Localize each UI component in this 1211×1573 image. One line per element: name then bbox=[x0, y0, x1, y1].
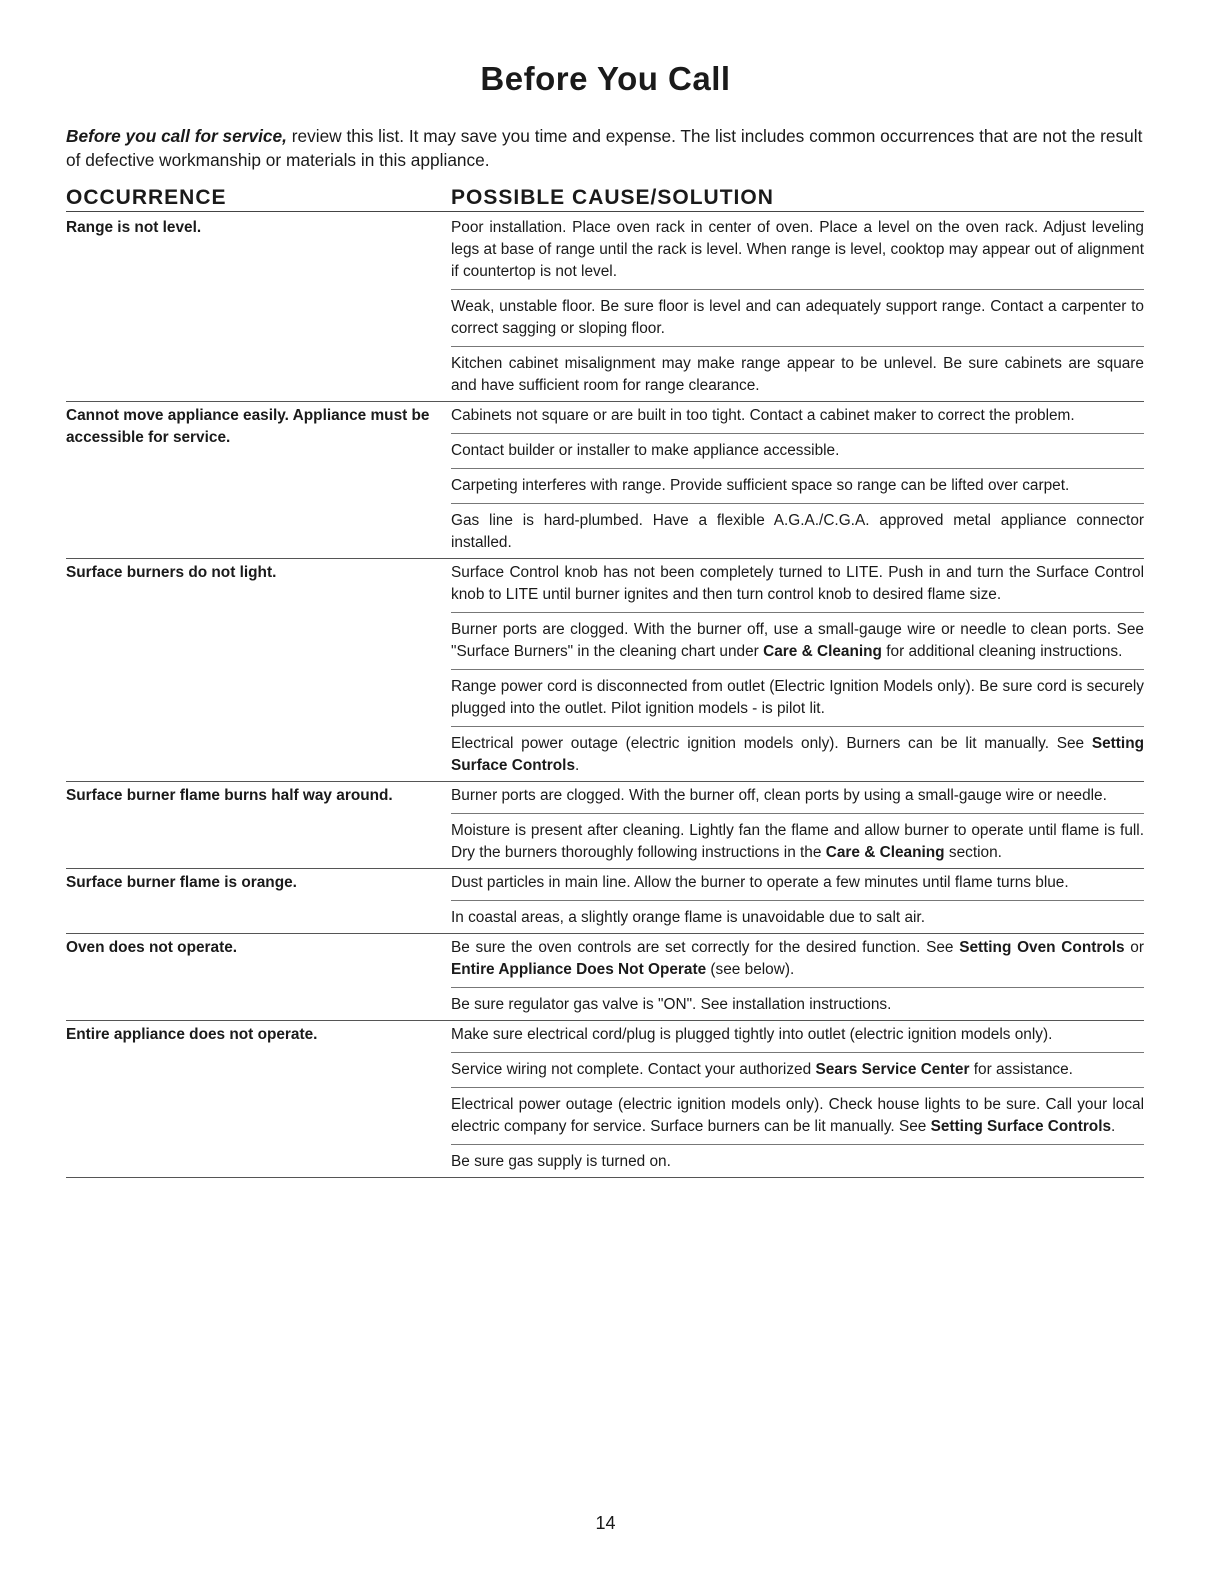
solution-item bbox=[451, 937, 1144, 987]
solution-text: Carpeting interferes with range. Provide sufficient space so range can be lifted over carpet. bbox=[451, 477, 1070, 494]
solution-reference: Sears Service Center bbox=[815, 1061, 970, 1078]
solution-reference: Setting Oven Controls bbox=[959, 939, 1125, 956]
solution-reference: Entire Appliance Does Not Operate bbox=[451, 961, 707, 978]
solution-text: Make sure electrical cord/plug is plugged tightly into outlet (electric ignition models only). bbox=[451, 1026, 1053, 1043]
occurrence-cell: Cannot move appliance easily. Appliance must be accessible for service. bbox=[66, 407, 430, 446]
solution-item bbox=[451, 669, 1144, 726]
solution-text: Burner ports are clogged. With the burner off, clean ports by using a small-gauge wire or needle. bbox=[451, 787, 1107, 804]
solutions-cell bbox=[451, 562, 1144, 779]
solution-reference: Setting Surface Controls bbox=[930, 1118, 1112, 1135]
solution-text: In coastal areas, a slightly orange flame is unavoidable due to salt air. bbox=[451, 909, 925, 926]
solution-text: Be sure gas supply is turned on. bbox=[451, 1153, 671, 1170]
solution-item bbox=[451, 987, 1144, 1018]
solution-text: Weak, unstable floor. Be sure floor is level and can adequately support range. Contact a carpenter to correct sagging or sloping floor. bbox=[451, 298, 1144, 337]
solution-text: Moisture is present after cleaning. Lightly fan the flame and allow burner to operate until flame is full. Dry the burners thoroughly following instructions in the bbox=[451, 822, 1144, 861]
solution-text: or bbox=[1124, 939, 1144, 956]
solution-item bbox=[451, 562, 1144, 612]
intro-text: review this list. It may save you time and expense. The list includes common occurrences that are not the result of defective workmanship or materials in this appliance. bbox=[66, 126, 1143, 170]
solution-text: Contact builder or installer to make appliance accessible. bbox=[451, 442, 840, 459]
intro-lead: Before you call for service, bbox=[66, 126, 287, 146]
solution-text: . bbox=[575, 757, 580, 774]
table-row bbox=[66, 214, 1144, 402]
solution-item bbox=[451, 726, 1144, 779]
solution-item bbox=[451, 612, 1144, 669]
solution-text: Burner ports are clogged. With the burner off, use a small-gauge wire or needle to clean ports. See "Surface Burners" in the cleaning chart under bbox=[451, 621, 1144, 660]
solution-text: Service wiring not complete. Contact your authorized bbox=[451, 1061, 816, 1078]
solution-item bbox=[451, 433, 1144, 468]
table-row bbox=[66, 402, 1144, 559]
solution-item bbox=[451, 872, 1144, 900]
table-row bbox=[66, 1021, 1144, 1178]
solution-text: section. bbox=[944, 844, 1002, 861]
solutions-cell bbox=[451, 785, 1144, 866]
solution-item bbox=[451, 813, 1144, 866]
solution-text: for assistance. bbox=[969, 1061, 1073, 1078]
solution-column-header: POSSIBLE CAUSE/SOLUTION bbox=[451, 186, 774, 209]
solution-text: Kitchen cabinet misalignment may make range appear to be unlevel. Be sure cabinets are square and have sufficient room for range clearance. bbox=[451, 355, 1144, 394]
solution-text: Surface Control knob has not been completely turned to LITE. Push in and turn the Surface Control knob to LITE until burner ignites and then turn control knob to desired flame size. bbox=[451, 564, 1144, 603]
solutions-cell bbox=[451, 217, 1144, 399]
solutions-cell bbox=[451, 937, 1144, 1018]
troubleshooting-table bbox=[66, 214, 1144, 1178]
intro-paragraph bbox=[66, 124, 1146, 172]
solution-text: Poor installation. Place oven rack in center of oven. Place a level on the oven rack. Adjust leveling legs at base of range until the rack is level. When range is level, cooktop may appear out of alignment if countertop is not level. bbox=[451, 219, 1144, 280]
solution-item bbox=[451, 468, 1144, 503]
solution-item bbox=[451, 503, 1144, 556]
occurrence-cell: Surface burner flame burns half way around. bbox=[66, 787, 393, 804]
solutions-cell bbox=[451, 872, 1144, 931]
table-row bbox=[66, 934, 1144, 1021]
solution-text: Dust particles in main line. Allow the burner to operate a few minutes until flame turns blue. bbox=[451, 874, 1069, 891]
solution-text: Electrical power outage (electric ignition models only). Burners can be lit manually. See bbox=[451, 735, 1092, 752]
occurrence-cell: Entire appliance does not operate. bbox=[66, 1026, 318, 1043]
solution-item bbox=[451, 900, 1144, 931]
solution-item bbox=[451, 1144, 1144, 1175]
occurrence-cell: Range is not level. bbox=[66, 219, 202, 236]
page-title: Before You Call bbox=[480, 60, 731, 97]
solution-text: Gas line is hard-plumbed. Have a flexible A.G.A./C.G.A. approved metal appliance connector installed. bbox=[451, 512, 1144, 551]
solution-text: Range power cord is disconnected from outlet (Electric Ignition Models only). Be sure cord is securely plugged into the outlet. Pilot ignition models - is pilot lit. bbox=[451, 678, 1144, 717]
solution-item bbox=[451, 1087, 1144, 1144]
solution-item bbox=[451, 289, 1144, 346]
header-divider bbox=[66, 211, 1144, 212]
solution-reference: Care & Cleaning bbox=[825, 844, 945, 861]
solution-text: Cabinets not square or are built in too tight. Contact a cabinet maker to correct the problem. bbox=[451, 407, 1075, 424]
solution-text: . bbox=[1111, 1118, 1116, 1135]
solution-reference: Setting Surface Controls bbox=[451, 735, 1144, 774]
solutions-cell bbox=[451, 1024, 1144, 1175]
solution-text: Be sure the oven controls are set correctly for the desired function. See bbox=[451, 939, 960, 956]
occurrence-cell: Surface burners do not light. bbox=[66, 564, 277, 581]
page-number: 14 bbox=[595, 1513, 616, 1533]
table-row bbox=[66, 782, 1144, 869]
solution-item bbox=[451, 1024, 1144, 1052]
solution-item bbox=[451, 346, 1144, 399]
solution-text: Electrical power outage (electric ignition models only). Check house lights to be sure. Call your local electric company for service. Surface burners can be lit manually. See bbox=[451, 1096, 1144, 1135]
solution-item bbox=[451, 217, 1144, 289]
solution-text: for additional cleaning instructions. bbox=[881, 643, 1123, 660]
solution-item bbox=[451, 785, 1144, 813]
solution-text: (see below). bbox=[706, 961, 795, 978]
solution-reference: Care & Cleaning bbox=[763, 643, 882, 660]
solution-item bbox=[451, 405, 1144, 433]
occurrence-cell: Oven does not operate. bbox=[66, 939, 238, 956]
table-row bbox=[66, 869, 1144, 934]
solutions-cell bbox=[451, 405, 1144, 556]
table-row bbox=[66, 559, 1144, 782]
solution-text: Be sure regulator gas valve is "ON". See installation instructions. bbox=[451, 996, 892, 1013]
solution-item bbox=[451, 1052, 1144, 1087]
occurrence-cell: Surface burner flame is orange. bbox=[66, 874, 297, 891]
occurrence-column-header: OCCURRENCE bbox=[66, 186, 227, 209]
